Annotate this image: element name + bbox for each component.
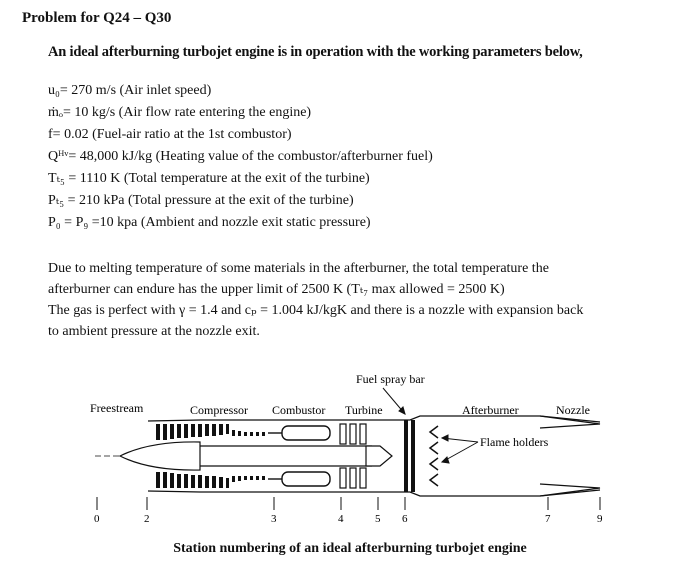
parameter-list	[48, 80, 433, 234]
label-compressor: Compressor	[190, 403, 248, 417]
station-3: 3	[271, 513, 277, 525]
flame-holders	[430, 426, 438, 486]
paragraph-line: The gas is perfect with γ = 1.4 and cₚ = 1.004 kJ/kgK and there is a nozzle with expansion back	[48, 303, 584, 318]
parameter-text: = 270 m/s (Air inlet speed)	[59, 83, 212, 98]
station-ticks	[97, 497, 600, 510]
label-freestream: Freestream	[90, 401, 144, 415]
parameter-heating-value	[48, 146, 433, 168]
engine-shaft	[200, 446, 372, 466]
parameter-ambient-pressure	[48, 212, 433, 234]
label-flame-holders: Flame holders	[480, 435, 549, 449]
intro-text: An ideal afterburning turbojet engine is in operation with the working parameters below,	[48, 44, 583, 60]
inlet-spike	[120, 442, 200, 470]
figure-caption: Station numbering of an ideal afterburning turbojet engine	[173, 541, 527, 556]
paragraph-line: to ambient pressure at the nozzle exit.	[48, 324, 260, 339]
station-0: 0	[94, 513, 100, 525]
fuel-spray-arrow	[383, 388, 405, 414]
label-nozzle: Nozzle	[556, 403, 590, 417]
flame-holder-pointer	[442, 435, 478, 463]
station-6: 6	[402, 513, 408, 525]
station-5: 5	[375, 513, 381, 525]
station-7: 7	[545, 513, 551, 525]
parameter-text: = 1110 K (Total temperature at the exit of the turbine)	[64, 171, 370, 186]
parameter-turbine-exit-temp	[48, 168, 433, 190]
station-4: 4	[338, 513, 344, 525]
parameter-symbol: Qᴴᵛ	[48, 149, 69, 164]
label-fuel-spray-bar: Fuel spray bar	[356, 372, 425, 386]
turbojet-diagram	[0, 360, 700, 540]
station-2: 2	[144, 513, 150, 525]
parameter-symbol: P₀ = P₉	[48, 215, 89, 230]
parameter-mass-flow	[48, 102, 433, 124]
parameter-fuel-air-ratio	[48, 124, 433, 146]
parameter-text: = 0.02 (Fuel-air ratio at the 1st combustor)	[52, 127, 292, 142]
parameter-text: = 10 kg/s (Air flow rate entering the engine)	[62, 105, 312, 120]
spray-bar	[404, 420, 415, 492]
parameter-turbine-exit-pressure	[48, 190, 433, 212]
station-numbers	[94, 513, 603, 525]
label-combustor: Combustor	[272, 403, 326, 417]
parameter-symbol: Pₜ₅	[48, 193, 65, 208]
combustor-liners	[268, 426, 330, 486]
parameter-text: = 48,000 kJ/kg (Heating value of the combustor/afterburner fuel)	[68, 149, 433, 164]
problem-paragraph	[48, 258, 660, 342]
paragraph-line: Due to melting temperature of some materials in the afterburner, the total temperature the	[48, 261, 549, 276]
parameter-text: =10 kpa (Ambient and nozzle exit static pressure)	[88, 215, 371, 230]
parameter-symbol: Tₜ₅	[48, 171, 65, 186]
problem-title: Problem for Q24 – Q30	[22, 10, 172, 26]
parameter-symbol: ṁₒ	[48, 105, 63, 120]
parameter-symbol: f	[48, 127, 53, 142]
parameter-symbol: u₀	[48, 83, 60, 98]
station-9: 9	[597, 513, 603, 525]
label-afterburner: Afterburner	[462, 403, 519, 417]
label-turbine: Turbine	[345, 403, 383, 417]
paragraph-line: afterburner can endure has the upper limit of 2500 K (Tₜ₇ max allowed = 2500 K)	[48, 282, 505, 297]
parameter-text: = 210 kPa (Total pressure at the exit of the turbine)	[64, 193, 354, 208]
parameter-inlet-speed	[48, 80, 433, 102]
turbine-blades	[340, 424, 392, 488]
